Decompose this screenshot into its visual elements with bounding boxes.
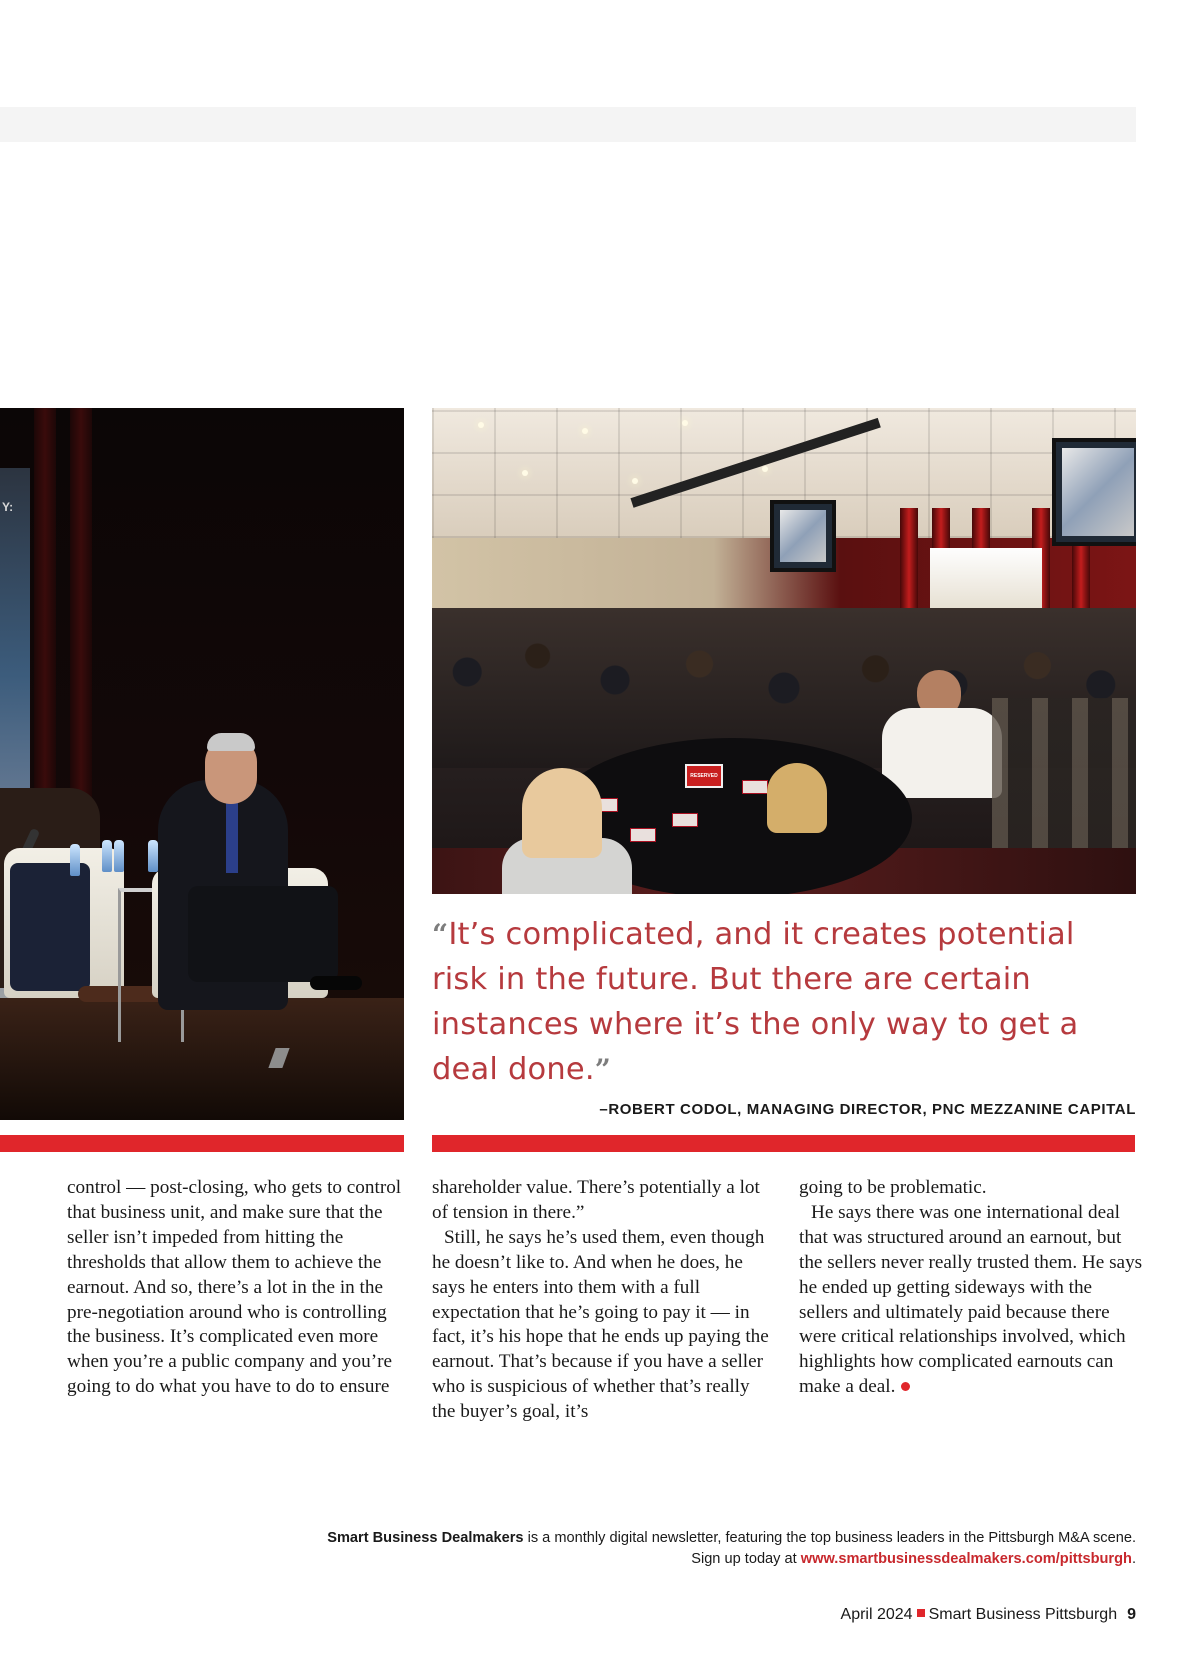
table-card xyxy=(672,813,698,827)
signup-prefix: Sign up today at xyxy=(691,1551,801,1567)
screen-text: Y: xyxy=(2,500,14,514)
signup-suffix: . xyxy=(1131,1551,1136,1567)
newsletter-description: is a monthly digital newsletter, featuring the top business leaders in the Pittsburgh M&A scene. xyxy=(523,1530,1136,1546)
paragraph: control — post-closing, who gets to control that business unit, and make sure that the seller isn’t impeded from hitting the thresholds that allow them to achieve the earnout. And so, there’s a lot in the in the pre-negotiation around who is controlling the business. It’s complicated even more when you’re a public company and you’re going to do what you have to do to ensure xyxy=(67,1177,402,1398)
square-separator-icon xyxy=(917,1609,925,1617)
panel-stage-photo xyxy=(0,408,404,1120)
attendee-shirt xyxy=(882,708,1002,798)
top-band xyxy=(0,107,1136,142)
newsletter-line-1 xyxy=(156,1528,1136,1549)
page-number: 9 xyxy=(1127,1606,1136,1623)
panelist-left-legs xyxy=(10,863,90,991)
newsletter-line-2 xyxy=(156,1549,1136,1570)
issue-date: April 2024 xyxy=(840,1606,913,1623)
newsletter-promo xyxy=(156,1528,1136,1570)
article-column-1 xyxy=(67,1176,409,1400)
projection-screen xyxy=(1052,438,1136,546)
publication-name: Smart Business Pittsburgh xyxy=(928,1606,1118,1623)
table-card xyxy=(630,828,656,842)
paragraph-text: He says there was one international deal that was structured around an earnout, but the sellers never really trusted them. He says he ended up getting sideways with the sellers and ultimately paid because there were critical relationships involved, which highlights how complicated earnouts can make a deal. xyxy=(799,1201,1143,1398)
close-quote-mark: ” xyxy=(594,1053,612,1086)
attendee-head xyxy=(767,763,827,833)
tie xyxy=(226,803,238,873)
panelist-right-legs xyxy=(188,886,338,982)
end-mark-icon xyxy=(901,1382,910,1391)
table-card xyxy=(742,780,768,794)
water-bottle xyxy=(148,840,158,872)
paragraph: Still, he says he’s used them, even though he doesn’t like to. And when he does, he says he enters into them with a full expectation that he’s going to pay it — in fact, it’s his hope that he ends up paying the earnout. That’s because if you have a seller who is suspicious of whether that’s really the buyer’s goal, it’s xyxy=(432,1226,769,1423)
quote-attribution: –ROBERT CODOL, MANAGING DIRECTOR, PNC MEZZANINE CAPITAL xyxy=(599,1101,1136,1118)
newsletter-brand: Smart Business Dealmakers xyxy=(327,1530,524,1546)
article-column-3 xyxy=(799,1176,1144,1400)
ceiling-light xyxy=(522,470,528,476)
ceiling-light xyxy=(682,420,688,426)
ceiling-light xyxy=(478,422,484,428)
pull-quote-text: It’s complicated, and it creates potential risk in the future. But there are certain instances where it’s the only way to get a deal done. xyxy=(432,917,1079,1087)
ballroom-audience-photo xyxy=(432,408,1136,894)
ceiling-light xyxy=(762,466,768,472)
water-bottle xyxy=(70,844,80,876)
paragraph: going to be problematic. xyxy=(799,1177,987,1198)
article-column-2 xyxy=(432,1176,774,1425)
ceiling-light xyxy=(632,478,638,484)
paragraph: shareholder value. There’s potentially a lot of tension in there.” xyxy=(432,1177,760,1223)
red-rule-right xyxy=(432,1135,1135,1152)
ceiling-light xyxy=(582,428,588,434)
newsletter-url-link[interactable]: www.smartbusinessdealmakers.com/pittsburgh xyxy=(800,1551,1132,1567)
stage-floor xyxy=(0,998,404,1120)
red-rule-left xyxy=(0,1135,404,1152)
open-quote-mark: “ xyxy=(432,918,449,951)
attendee-head xyxy=(522,768,602,858)
panelist-right-hair xyxy=(207,733,255,751)
water-bottle xyxy=(114,840,124,872)
projection-screen xyxy=(770,500,836,572)
paragraph xyxy=(799,1201,1144,1400)
water-bottle xyxy=(102,840,112,872)
reserved-sign: RESERVED xyxy=(685,764,723,788)
pull-quote xyxy=(432,912,1132,1092)
panelist-right-shoe xyxy=(310,976,362,990)
page-footer xyxy=(841,1606,1136,1624)
